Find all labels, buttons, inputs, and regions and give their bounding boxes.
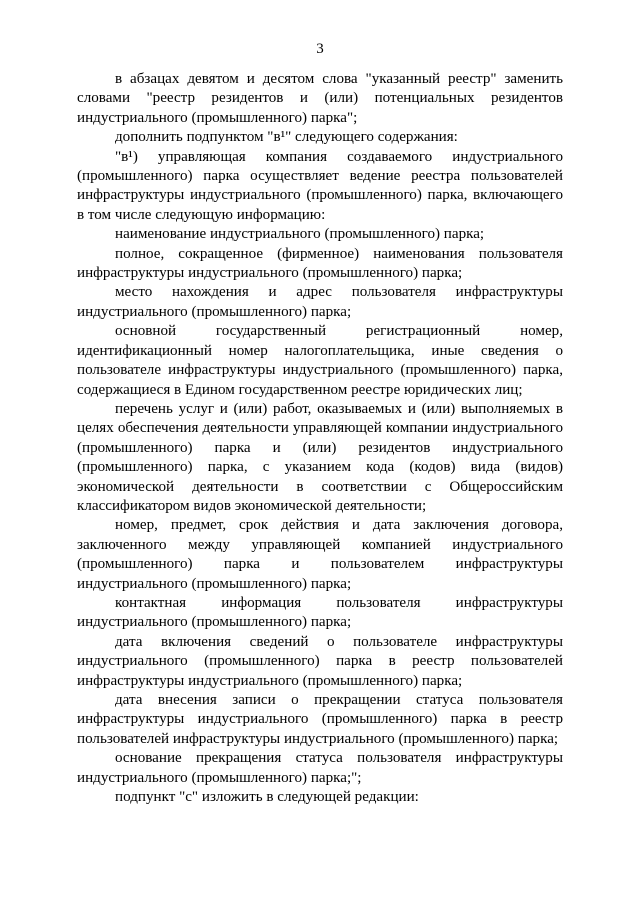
paragraph-termination-reason: основание прекращения статуса пользователя инфраструктуры индустриального (промышленного) парка;"; bbox=[77, 750, 563, 786]
paragraph-contact-info: контактная информация пользователя инфраструктуры индустриального (промышленного) парка; bbox=[77, 594, 563, 631]
paragraph-termination-date: дата внесения записи о прекращении статуса пользователя инфраструктуры индустриального (промышленного) парка в реестр пользователей инфраструктуры индустриального (промышленного) парка; bbox=[77, 692, 563, 747]
document-body bbox=[77, 70, 563, 807]
paragraph-subpoint-v1: "в¹) управляющая компания создаваемого индустриального (промышленного) парка осуществляет ведение реестра пользователей инфраструктуры индустриального (промышленного) парка, включающего в том числе следующую информацию: bbox=[77, 148, 563, 223]
paragraph-subpoint-c: подпункт "с" изложить в следующей редакции: bbox=[115, 789, 419, 806]
paragraph-add-subpoint: дополнить подпунктом "в¹" следующего содержания: bbox=[115, 129, 458, 146]
paragraph-user-name: полное, сокращенное (фирменное) наименования пользователя инфраструктуры индустриального (промышленного) парка; bbox=[77, 245, 563, 282]
paragraph-inclusion-date: дата включения сведений о пользователе инфраструктуры индустриального (промышленного) парка в реестр пользователей инфраструктуры индустриального (промышленного) парка; bbox=[77, 633, 563, 689]
paragraph-services-list: перечень услуг и (или) работ, оказываемых и (или) выполняемых в целях обеспечения деятельности управляющей компании индустриального (промышленного) парка и (или) резидентов индустриального (промышленного) парка, с указанием кода (кодов) вида (видов) экономической деятельности в соответствии с Общероссийским классификатором видов экономической деятельности; bbox=[77, 400, 563, 514]
paragraph-amend-abzac: в абзацах девятом и десятом слова "указанный реестр" заменить словами "реестр резидентов и (или) потенциальных резидентов индустриального (промышленного) парка"; bbox=[77, 71, 563, 126]
page-number: 3 bbox=[316, 41, 324, 57]
paragraph-user-address: место нахождения и адрес пользователя инфраструктуры индустриального (промышленного) парка; bbox=[77, 284, 563, 320]
paragraph-contract-details: номер, предмет, срок действия и дата заключения договора, заключенного между управляющей компанией индустриального (промышленного) парка и пользователем инфраструктуры индустриального (промышленного) парка; bbox=[77, 517, 563, 592]
paragraph-park-name: наименование индустриального (промышленного) парка; bbox=[115, 226, 485, 243]
paragraph-registration-number: основной государственный регистрационный номер, идентификационный номер налогоплательщика, иные сведения о пользователе инфраструктуры индустриального (промышленного) парка, содержащиеся в Едином государственном реестре юридических лиц; bbox=[77, 323, 563, 398]
